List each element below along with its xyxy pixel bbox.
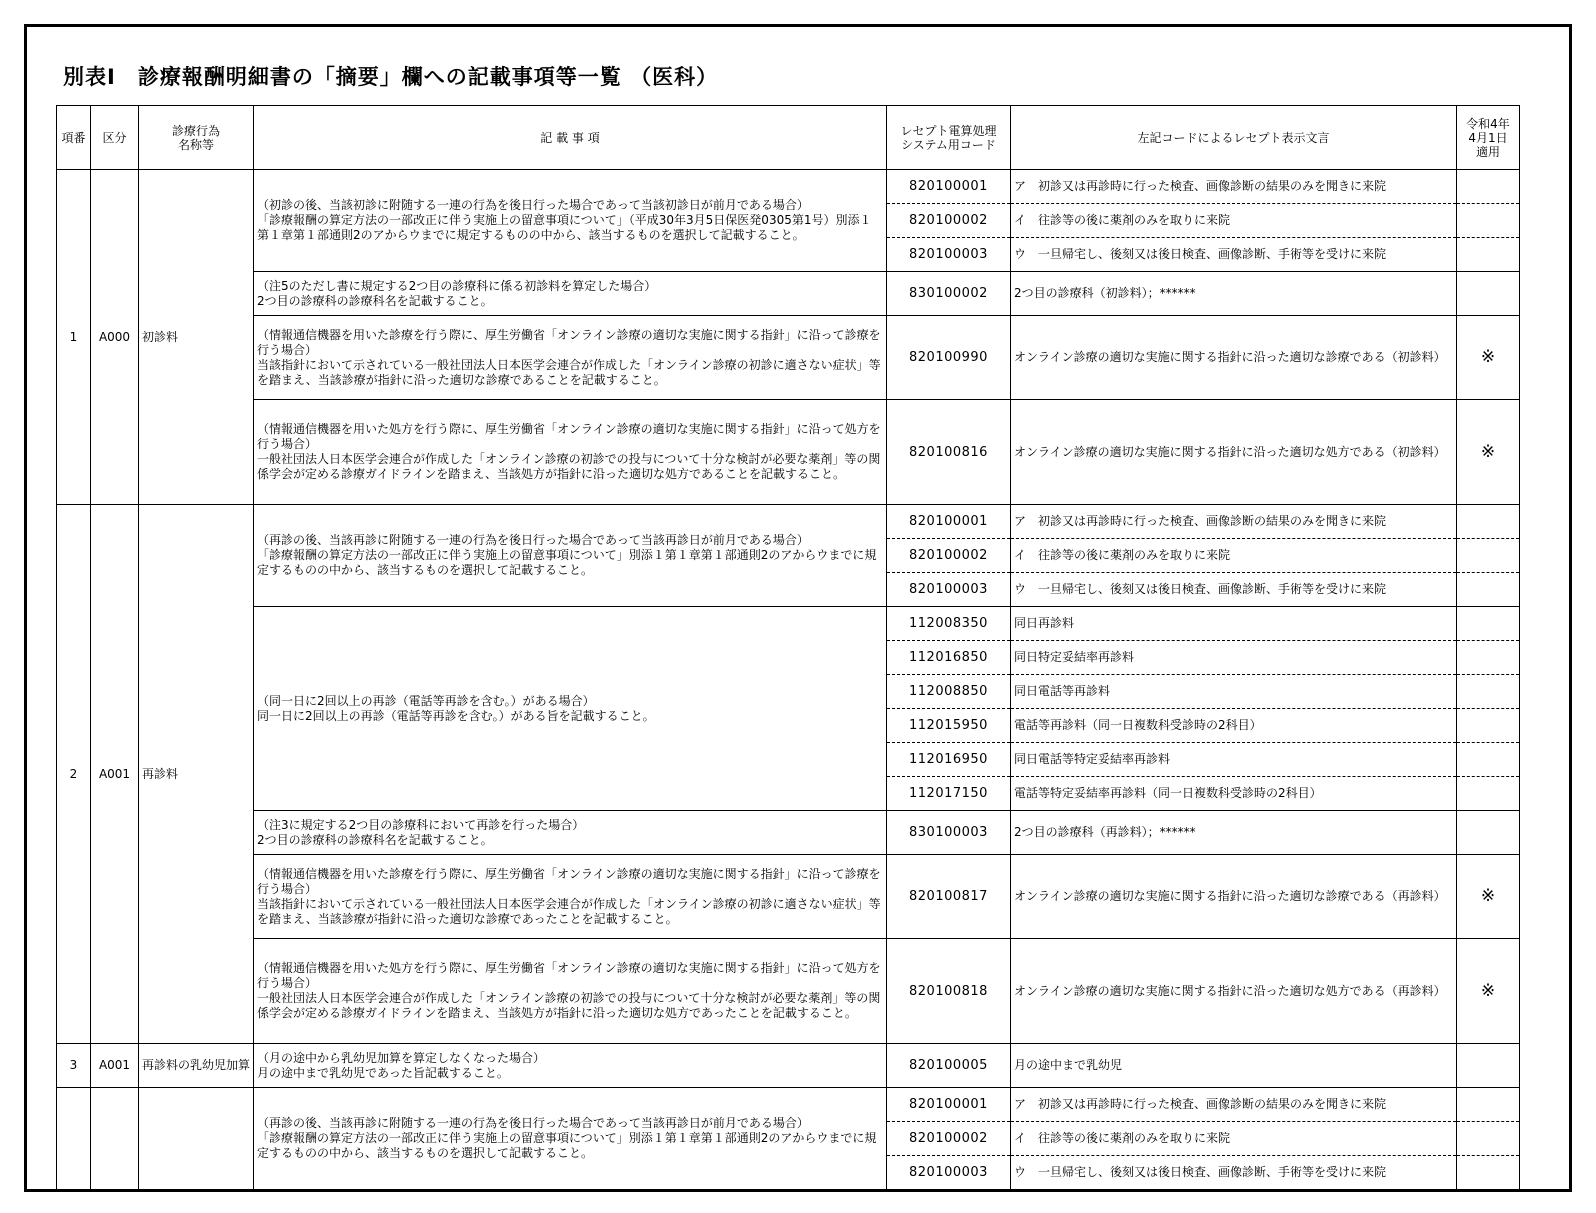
row-apply-mark xyxy=(1457,238,1520,272)
table-row xyxy=(57,505,1520,539)
row-code: 112008350 xyxy=(887,607,1011,641)
document-frame xyxy=(24,24,1572,1192)
row-display-text: オンライン診療の適切な実施に関する指針に沿った適切な処方である（再診料） xyxy=(1011,939,1457,1044)
row-code: 820100001 xyxy=(887,1088,1011,1122)
row-description: （情報通信機器を用いた診療を行う際に、厚生労働省「オンライン診療の適切な実施に関する指針」に沿って診療を行う場合） 当該指針において示されている一般社団法人日本医学会連合が作成した「オンライン診療の初診に適さない症状」等を踏まえ、当該診療が指針に沿った適切な診療であることを記載すること。 xyxy=(254,316,887,400)
row-apply-mark xyxy=(1457,607,1520,641)
row-display-text: イ 往診等の後に薬剤のみを取りに来院 xyxy=(1011,1122,1457,1156)
table-row xyxy=(57,170,1520,204)
row-code: 112015950 xyxy=(887,709,1011,743)
row-apply-mark: ※ xyxy=(1457,316,1520,400)
row-apply-mark: ※ xyxy=(1457,939,1520,1044)
row-apply-mark: ※ xyxy=(1457,855,1520,939)
row-description: （情報通信機器を用いた診療を行う際に、厚生労働省「オンライン診療の適切な実施に関する指針」に沿って診療を行う場合） 当該指針において示されている一般社団法人日本医学会連合が作成した「オンライン診療の初診に適さない症状」等を踏まえ、当該診療が指針に沿った適切な診療であったことを記載すること。 xyxy=(254,855,887,939)
table-row xyxy=(57,1088,1520,1122)
row-code: 830100002 xyxy=(887,272,1011,316)
row-display-text: 電話等特定妥結率再診料（同一日複数科受診時の2科目） xyxy=(1011,777,1457,811)
row-display-text: オンライン診療の適切な実施に関する指針に沿った適切な診療である（初診料） xyxy=(1011,316,1457,400)
row-apply-mark xyxy=(1457,573,1520,607)
row-code: 112017150 xyxy=(887,777,1011,811)
row-display-text: 同日特定妥結率再診料 xyxy=(1011,641,1457,675)
row-apply-mark: ※ xyxy=(1457,400,1520,505)
table-header-row xyxy=(57,106,1520,170)
row-code: 820100818 xyxy=(887,939,1011,1044)
row-number: 1 xyxy=(57,170,91,505)
row-display-text: ア 初診又は再診時に行った検査、画像診断の結果のみを聞きに来院 xyxy=(1011,505,1457,539)
header-apply: 令和4年 4月1日 適用 xyxy=(1457,106,1520,170)
row-apply-mark xyxy=(1457,272,1520,316)
row-display-text: イ 往診等の後に薬剤のみを取りに来院 xyxy=(1011,204,1457,238)
row-description: （月の途中から乳幼児加算を算定しなくなった場合） 月の途中まで乳幼児であった旨記載すること。 xyxy=(254,1044,887,1088)
table-row xyxy=(57,855,1520,939)
table-row xyxy=(57,400,1520,505)
row-code: 820100001 xyxy=(887,505,1011,539)
row-number xyxy=(57,1088,91,1190)
row-display-text: 電話等再診料（同一日複数科受診時の2科目） xyxy=(1011,709,1457,743)
row-description: （情報通信機器を用いた処方を行う際に、厚生労働省「オンライン診療の適切な実施に関する指針」に沿って処方を行う場合） 一般社団法人日本医学会連合が作成した「オンライン診療の初診での投与について十分な検討が必要な薬剤」等の関係学会が定める診療ガイドラインを踏まえ、当該処方が指針に沿った適切な処方であることを記載すること。 xyxy=(254,400,887,505)
row-display-text: 同日再診料 xyxy=(1011,607,1457,641)
row-display-text: オンライン診療の適切な実施に関する指針に沿った適切な処方である（初診料） xyxy=(1011,400,1457,505)
row-description: （注3に規定する2つ目の診療科において再診を行った場合） 2つ目の診療科の診療科名を記載すること。 xyxy=(254,811,887,855)
row-apply-mark xyxy=(1457,743,1520,777)
row-number: 3 xyxy=(57,1044,91,1088)
row-apply-mark xyxy=(1457,1156,1520,1190)
header-kisai: 記 載 事 項 xyxy=(254,106,887,170)
table-row xyxy=(57,607,1520,641)
row-display-text: オンライン診療の適切な実施に関する指針に沿った適切な診療である（再診料） xyxy=(1011,855,1457,939)
table-row xyxy=(57,939,1520,1044)
header-no: 項番 xyxy=(57,106,91,170)
row-kubun: A000 xyxy=(91,170,139,505)
row-code: 830100003 xyxy=(887,811,1011,855)
row-display-text: 同日電話等再診料 xyxy=(1011,675,1457,709)
row-code: 820100001 xyxy=(887,170,1011,204)
table-row xyxy=(57,1044,1520,1088)
row-display-text: ウ 一旦帰宅し、後刻又は後日検査、画像診断、手術等を受けに来院 xyxy=(1011,573,1457,607)
header-name: 診療行為 名称等 xyxy=(139,106,254,170)
row-description: （初診の後、当該初診に附随する一連の行為を後日行った場合であって当該初診日が前月である場合） 「診療報酬の算定方法の一部改正に伴う実施上の留意事項について」（平成30年3月5日保医発0305第1号）別添１第１章第１部通則2のアからウまでに規定するものの中から、該当するものを選択して記載すること。 xyxy=(254,170,887,272)
row-display-text: ア 初診又は再診時に行った検査、画像診断の結果のみを聞きに来院 xyxy=(1011,170,1457,204)
row-kubun: A001 xyxy=(91,1044,139,1088)
row-apply-mark xyxy=(1457,811,1520,855)
row-display-text: 2つ目の診療科（初診料）；****** xyxy=(1011,272,1457,316)
table-row xyxy=(57,316,1520,400)
page-title: 別表Ⅰ 診療報酬明細書の「摘要」欄への記載事項等一覧 （医科） xyxy=(63,65,719,89)
row-display-text: ウ 一旦帰宅し、後刻又は後日検査、画像診断、手術等を受けに来院 xyxy=(1011,1156,1457,1190)
row-name xyxy=(139,1088,254,1190)
row-display-text: 2つ目の診療科（再診料）；****** xyxy=(1011,811,1457,855)
row-display-text: 同日電話等特定妥結率再診料 xyxy=(1011,743,1457,777)
row-name: 初診料 xyxy=(139,170,254,505)
row-apply-mark xyxy=(1457,1088,1520,1122)
row-description: （同一日に2回以上の再診（電話等再診を含む。）がある場合） 同一日に2回以上の再診（電話等再診を含む。）がある旨を記載すること。 xyxy=(254,607,887,811)
row-apply-mark xyxy=(1457,1122,1520,1156)
row-code: 820100816 xyxy=(887,400,1011,505)
entries-table xyxy=(56,105,1520,1190)
row-apply-mark xyxy=(1457,170,1520,204)
row-description: （再診の後、当該再診に附随する一連の行為を後日行った場合であって当該再診日が前月である場合） 「診療報酬の算定方法の一部改正に伴う実施上の留意事項について」別添１第１章第１部通則2のアからウまでに規定するものの中から、該当するものを選択して記載すること。 xyxy=(254,505,887,607)
row-display-text: 月の途中まで乳幼児 xyxy=(1011,1044,1457,1088)
row-code: 112016950 xyxy=(887,743,1011,777)
table-row xyxy=(57,811,1520,855)
row-display-text: イ 往診等の後に薬剤のみを取りに来院 xyxy=(1011,539,1457,573)
row-code: 112008850 xyxy=(887,675,1011,709)
row-apply-mark xyxy=(1457,709,1520,743)
row-code: 112016850 xyxy=(887,641,1011,675)
row-description: （情報通信機器を用いた処方を行う際に、厚生労働省「オンライン診療の適切な実施に関する指針」に沿って処方を行う場合） 一般社団法人日本医学会連合が作成した「オンライン診療の初診での投与について十分な検討が必要な薬剤」等の関係学会が定める診療ガイドラインを踏まえ、当該処方が指針に沿った適切な処方であったことを記載すること。 xyxy=(254,939,887,1044)
row-code: 820100003 xyxy=(887,238,1011,272)
row-description: （再診の後、当該再診に附随する一連の行為を後日行った場合であって当該再診日が前月である場合） 「診療報酬の算定方法の一部改正に伴う実施上の留意事項について」別添１第１章第１部通則2のアからウまでに規定するものの中から、該当するものを選択して記載すること。 xyxy=(254,1088,887,1190)
row-display-text: ア 初診又は再診時に行った検査、画像診断の結果のみを聞きに来院 xyxy=(1011,1088,1457,1122)
row-kubun xyxy=(91,1088,139,1190)
row-name: 再診料の乳幼児加算 xyxy=(139,1044,254,1088)
row-apply-mark xyxy=(1457,539,1520,573)
row-kubun: A001 xyxy=(91,505,139,1044)
row-apply-mark xyxy=(1457,641,1520,675)
table-row xyxy=(57,272,1520,316)
table-body xyxy=(57,170,1520,1190)
header-kubun: 区分 xyxy=(91,106,139,170)
row-apply-mark xyxy=(1457,204,1520,238)
row-code: 820100003 xyxy=(887,1156,1011,1190)
header-code: レセプト電算処理 システム用コード xyxy=(887,106,1011,170)
row-apply-mark xyxy=(1457,1044,1520,1088)
row-code: 820100990 xyxy=(887,316,1011,400)
row-code: 820100002 xyxy=(887,539,1011,573)
row-apply-mark xyxy=(1457,505,1520,539)
row-display-text: ウ 一旦帰宅し、後刻又は後日検査、画像診断、手術等を受けに来院 xyxy=(1011,238,1457,272)
header-text: 左記コードによるレセプト表示文言 xyxy=(1011,106,1457,170)
row-number: 2 xyxy=(57,505,91,1044)
row-description: （注5のただし書に規定する2つ目の診療科に係る初診料を算定した場合） 2つ目の診療科の診療科名を記載すること。 xyxy=(254,272,887,316)
row-name: 再診料 xyxy=(139,505,254,1044)
row-code: 820100002 xyxy=(887,1122,1011,1156)
row-code: 820100817 xyxy=(887,855,1011,939)
row-apply-mark xyxy=(1457,777,1520,811)
row-code: 820100005 xyxy=(887,1044,1011,1088)
row-code: 820100003 xyxy=(887,573,1011,607)
row-code: 820100002 xyxy=(887,204,1011,238)
row-apply-mark xyxy=(1457,675,1520,709)
